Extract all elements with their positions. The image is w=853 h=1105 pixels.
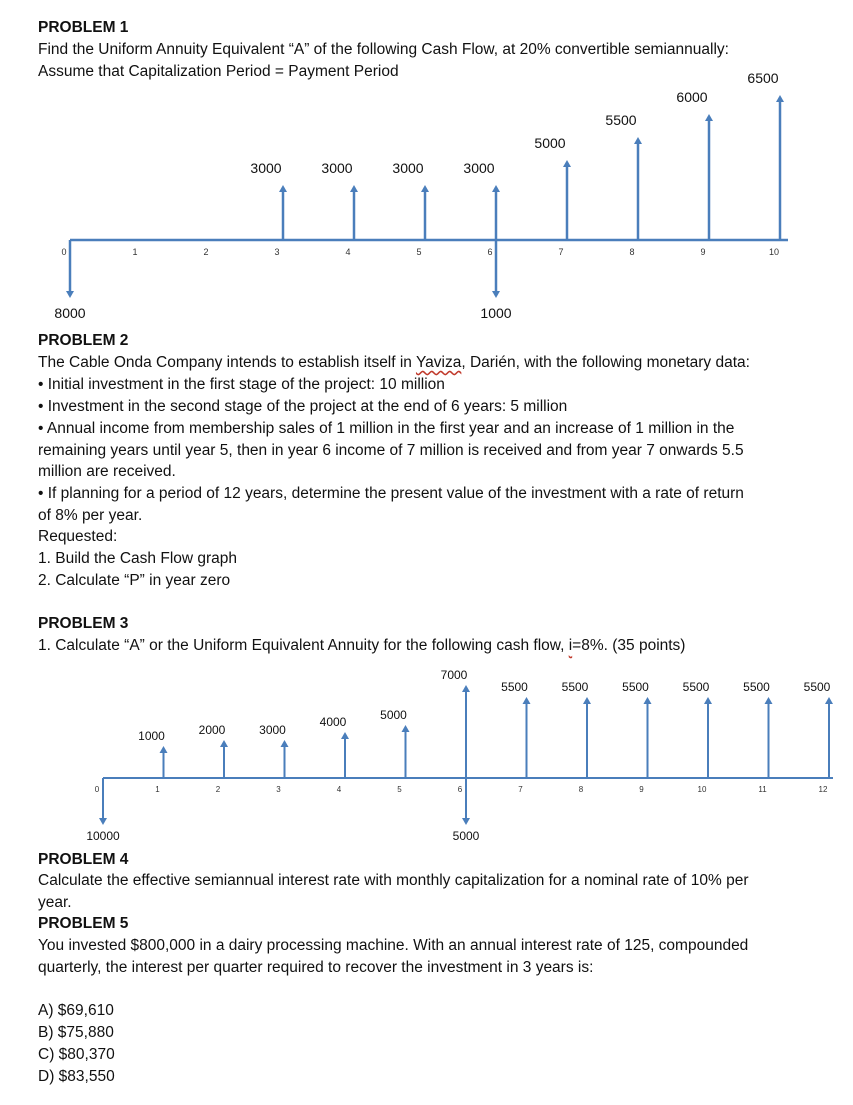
inflow-arrow-4-head: [341, 732, 349, 739]
problem2-intro: The Cable Onda Company intends to establish itself in Yaviza, Darién, with the following monetary data:: [38, 354, 750, 371]
problem5-statement-2: quarterly, the interest per quarter required to recover the investment in 3 years is:: [38, 959, 594, 976]
inflow-value-7: 5500: [501, 680, 528, 694]
period-label-4: 4: [345, 247, 351, 257]
inflow-arrow-5-head: [402, 725, 410, 732]
problem1-assumption: Assume that Capitalization Period = Payment Period: [38, 63, 399, 80]
inflow-value-8: 5500: [561, 680, 589, 694]
problem4-statement-2: year.: [38, 894, 72, 911]
problem4-statement-1: Calculate the effective semiannual interest rate with monthly capitalization for a nominal rate of 10% per: [38, 872, 749, 889]
option-a: A) $69,610: [38, 1002, 114, 1019]
inflow-arrow-1-head: [160, 746, 168, 753]
inflow-arrow-8-head: [634, 137, 642, 144]
inflow-value-9: 6000: [676, 89, 708, 105]
inflow-value-1: 1000: [138, 729, 165, 743]
inflow-value-2: 2000: [198, 723, 226, 737]
period-label-9: 9: [700, 247, 706, 257]
inflow-value-9: 5500: [622, 680, 649, 694]
period-label-5: 5: [416, 247, 422, 257]
problem2-request-1: 1. Build the Cash Flow graph: [38, 550, 238, 567]
outflow-value-6: 5000: [452, 829, 480, 843]
period-label-10: 10: [697, 785, 707, 794]
option-c: C) $80,370: [38, 1046, 115, 1063]
inflow-value-6: 3000: [463, 160, 495, 176]
problem1-title: PROBLEM 1: [38, 19, 129, 36]
inflow-arrow-7-head: [523, 697, 531, 704]
problem2-bullet-income-2: remaining years until year 5, then in year 6 income of 7 million is received and from year 7 onwards 5.5: [38, 442, 744, 459]
period-label-3: 3: [276, 785, 281, 794]
inflow-arrow-3-head: [279, 185, 287, 192]
inflow-value-10: 6500: [747, 70, 779, 86]
period-label-3: 3: [274, 247, 280, 257]
inflow-value-7: 5000: [534, 135, 566, 151]
period-label-4: 4: [336, 785, 342, 794]
inflow-value-12: 5500: [803, 680, 831, 694]
period-label-0: 0: [94, 785, 100, 794]
period-label-0: 0: [61, 247, 67, 257]
option-b: B) $75,880: [38, 1024, 114, 1041]
period-label-5: 5: [397, 785, 402, 794]
period-label-1: 1: [155, 785, 160, 794]
period-label-11: 11: [758, 785, 767, 794]
inflow-arrow-8-head: [583, 697, 591, 704]
period-label-6: 6: [457, 785, 463, 794]
inflow-arrow-10-head: [776, 95, 784, 102]
inflow-value-5: 5000: [380, 708, 407, 722]
problem1-statement: Find the Uniform Annuity Equivalent “A” of the following Cash Flow, at 20% convertible semiannually:: [38, 41, 729, 58]
period-label-7: 7: [518, 785, 523, 794]
inflow-arrow-6-head: [492, 185, 500, 192]
outflow-arrow-0-head: [66, 291, 74, 298]
inflow-arrow-9-head: [644, 697, 652, 704]
inflow-arrow-11-head: [765, 697, 773, 704]
outflow-value-6: 1000: [480, 305, 512, 321]
inflow-value-3: 3000: [259, 723, 286, 737]
problem3-title: PROBLEM 3: [38, 615, 129, 632]
problem5-title: PROBLEM 5: [38, 915, 129, 932]
period-label-2: 2: [215, 785, 221, 794]
problem2-bullet-second-investment: • Investment in the second stage of the project at the end of 6 years: 5 million: [38, 398, 568, 415]
inflow-value-10: 5500: [682, 680, 710, 694]
period-label-12: 12: [818, 785, 828, 794]
inflow-arrow-7-head: [563, 160, 571, 167]
outflow-value-0: 8000: [54, 305, 86, 321]
problem2-bullet-planning-1: • If planning for a period of 12 years, determine the present value of the investment with a rate of return: [38, 485, 744, 502]
period-label-10: 10: [768, 247, 780, 257]
option-d: D) $83,550: [38, 1068, 115, 1085]
problem3-statement: 1. Calculate “A” or the Uniform Equivalent Annuity for the following cash flow, i=8%. (35 points): [38, 637, 686, 654]
problem2-requested: Requested:: [38, 528, 118, 545]
outflow-arrow-6-head: [462, 818, 470, 825]
inflow-arrow-4-head: [350, 185, 358, 192]
inflow-value-5: 3000: [392, 160, 424, 176]
period-label-7: 7: [558, 247, 564, 257]
problem4-title: PROBLEM 4: [38, 851, 129, 868]
inflow-value-8: 5500: [605, 112, 637, 128]
period-label-9: 9: [639, 785, 644, 794]
problem3-cash-flow-diagram: [0, 670, 853, 850]
period-label-2: 2: [203, 247, 209, 257]
period-label-8: 8: [629, 247, 635, 257]
period-label-6: 6: [487, 247, 493, 257]
inflow-arrow-5-head: [421, 185, 429, 192]
problem2-request-2: 2. Calculate “P” in year zero: [38, 572, 231, 589]
inflow-arrow-6-head: [462, 685, 470, 692]
inflow-arrow-2-head: [220, 740, 228, 747]
inflow-arrow-12-head: [825, 697, 833, 704]
outflow-arrow-0-head: [99, 818, 107, 825]
inflow-value-4: 4000: [319, 715, 347, 729]
problem2-title: PROBLEM 2: [38, 332, 129, 349]
inflow-arrow-3-head: [281, 740, 289, 747]
period-label-8: 8: [578, 785, 584, 794]
problem2-bullet-income-1: • Annual income from membership sales of 1 million in the first year and an increase of 1 million in the: [38, 420, 735, 437]
period-label-1: 1: [132, 247, 138, 257]
problem5-statement-1: You invested $800,000 in a dairy processing machine. With an annual interest rate of 125, compounded: [38, 937, 749, 954]
problem2-bullet-income-3: million are received.: [38, 463, 176, 480]
problem2-bullet-planning-2: of 8% per year.: [38, 507, 143, 524]
outflow-value-0: 10000: [86, 829, 120, 843]
problem2-bullet-initial-investment: • Initial investment in the first stage of the project: 10 million: [38, 376, 445, 393]
misspelled-word: Yaviza: [415, 354, 462, 371]
inflow-value-11: 5500: [743, 680, 770, 694]
outflow-arrow-6-head: [492, 291, 500, 298]
inflow-value-4: 3000: [321, 160, 353, 176]
inflow-arrow-10-head: [704, 697, 712, 704]
inflow-value-6: 7000: [440, 668, 468, 682]
inflow-arrow-9-head: [705, 114, 713, 121]
inflow-value-3: 3000: [250, 160, 282, 176]
